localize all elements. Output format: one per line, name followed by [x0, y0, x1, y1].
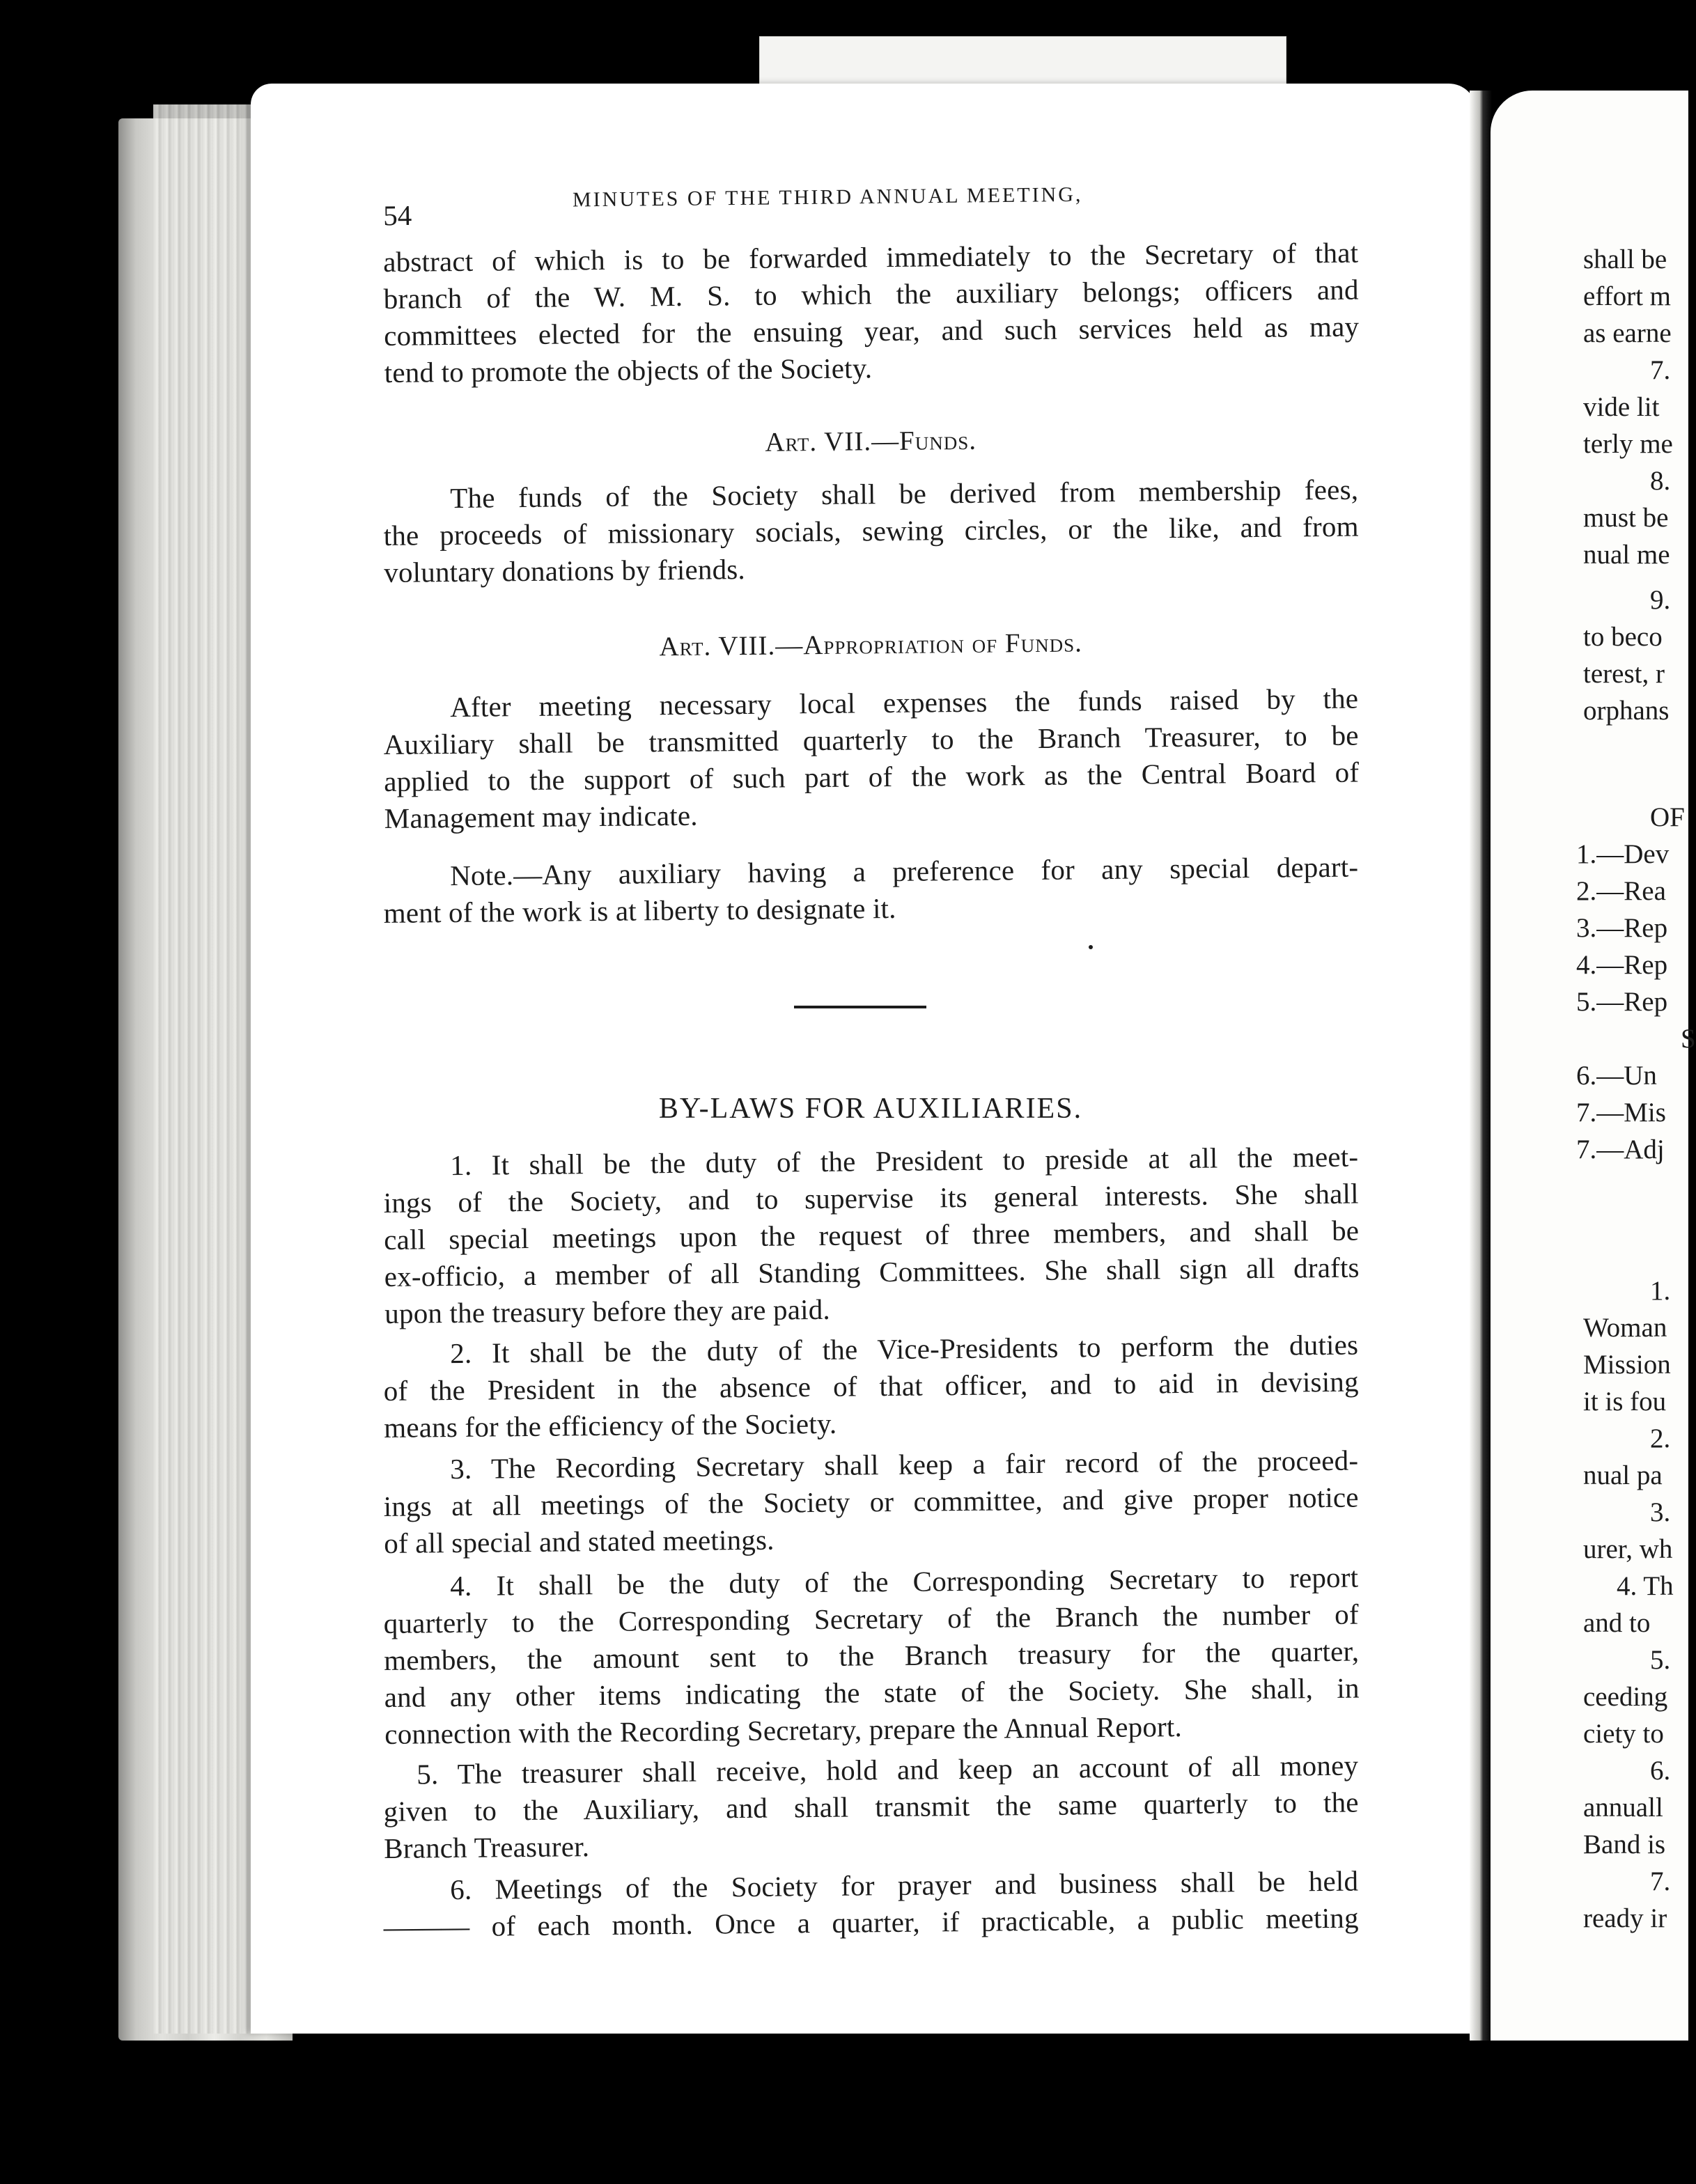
- text-fragment: annuall: [1583, 1793, 1663, 1823]
- text-fragment: 2.: [1650, 1424, 1671, 1453]
- bylaw-5: [383, 1747, 1359, 1867]
- text-line: 6. Meetings of the Society for prayer and business shall be held: [450, 1864, 1359, 1906]
- text-line: branch of the W. M. S. to which the auxiliary belongs; officers and: [383, 273, 1359, 315]
- text-line: ment of the work is at liberty to designate it.: [383, 891, 896, 929]
- text-fragment: 1.: [1650, 1276, 1671, 1306]
- text-fragment: OF: [1650, 802, 1685, 832]
- bylaws-title: BY-LAWS FOR AUXILIARIES.: [658, 1093, 1083, 1125]
- text-fragment: as earne: [1583, 318, 1672, 348]
- bylaw-6: [383, 1863, 1359, 1946]
- text-line: call special meetings upon the request of three members, and shall be: [384, 1214, 1360, 1256]
- text-line: and any other items indicating the state of the Society. She shall, in: [384, 1671, 1360, 1713]
- stray-dot: [1089, 945, 1093, 949]
- text-fragment: Mission: [1583, 1350, 1671, 1380]
- text-fragment: 6.—Un: [1576, 1061, 1657, 1091]
- text-line: ings of the Society, and to supervise its general interests. She shall: [383, 1177, 1359, 1219]
- text-line: 1. It shall be the duty of the President to preside at all the meet-: [450, 1140, 1359, 1182]
- text-line: members, the amount sent to the Branch treasury for the quarter,: [384, 1635, 1360, 1676]
- art-viii-note: [383, 849, 1359, 932]
- text-line: 3. The Recording Secretary shall keep a fair record of the proceed-: [450, 1444, 1359, 1485]
- art-vii-heading: Art. VII.—Funds.: [765, 425, 977, 458]
- text-line: The funds of the Society shall be derived from membership fees,: [450, 473, 1359, 515]
- text-line: means for the efficiency of the Society.: [384, 1407, 837, 1444]
- text-line: abstract of which is to be forwarded immediately to the Secretary of that: [383, 236, 1359, 278]
- text-fragment: 7.: [1650, 355, 1671, 385]
- text-fragment: 2.—Rea: [1576, 876, 1666, 906]
- art-vii-paragraph: [383, 471, 1359, 591]
- bylaw-4: [383, 1559, 1360, 1753]
- text-line: voluntary donations by friends.: [384, 553, 746, 588]
- text-line: of all special and stated meetings.: [384, 1523, 775, 1559]
- text-line: given to the Auxiliary, and shall transmit the same quarterly to the: [383, 1786, 1359, 1827]
- art-viii-heading: Art. VIII.—Appropriation of Funds.: [659, 627, 1083, 662]
- text-fragment: 7.—Mis: [1576, 1098, 1666, 1128]
- text-line: committees elected for the ensuing year, and such services held as may: [384, 310, 1360, 352]
- text-fragment: 1.—Dev: [1576, 839, 1670, 869]
- text-fragment: S: [1681, 1024, 1696, 1054]
- text-line: upon the treasury before they are paid.: [384, 1293, 831, 1329]
- text-fragment: 7.: [1650, 1866, 1671, 1896]
- text-fragment: 4.—Rep: [1576, 950, 1668, 980]
- text-fragment: 3.: [1650, 1497, 1671, 1527]
- book-gutter: [1470, 91, 1492, 2041]
- text-fragment: ceeding: [1583, 1682, 1668, 1712]
- text-fragment: 5.: [1650, 1645, 1671, 1675]
- text-line: quarterly to the Corresponding Secretary of the Branch the number of: [383, 1598, 1359, 1639]
- text-fragment: ready ir: [1583, 1903, 1667, 1933]
- text-fragment: must be: [1583, 503, 1669, 533]
- text-fragment: shall be: [1583, 244, 1667, 274]
- text-fragment: urer, wh: [1583, 1534, 1673, 1564]
- text-line: 5. The treasurer shall receive, hold and keep an account of all money: [417, 1749, 1359, 1791]
- text-fragment: 3.—Rep: [1576, 913, 1668, 943]
- text-fragment: and to: [1583, 1608, 1651, 1638]
- text-line: applied to the support of such part of the work as the Central Board of: [384, 756, 1360, 797]
- text-fragment: 6.: [1650, 1756, 1671, 1786]
- text-line: 4. It shall be the duty of the Corresponding Secretary to report: [450, 1561, 1359, 1602]
- text-fragment: nual pa: [1583, 1460, 1663, 1490]
- right-page-text: [1576, 244, 1696, 1964]
- text-fragment: Woman: [1583, 1313, 1667, 1343]
- text-line: Auxiliary shall be transmitted quarterly to the Branch Treasurer, to be: [383, 719, 1359, 760]
- text-fragment: 7.—Adj: [1576, 1134, 1665, 1164]
- text-fragment: Band is: [1583, 1830, 1666, 1859]
- text-fragment: to beco: [1583, 622, 1663, 652]
- text-fragment: nual me: [1583, 540, 1670, 570]
- text-line: Note.—Any auxiliary having a preference for any special depart-: [450, 850, 1359, 892]
- text-fragment: 8.: [1650, 466, 1671, 496]
- text-line: 2. It shall be the duty of the Vice-Presidents to perform the duties: [450, 1328, 1359, 1370]
- art-viii-paragraph: [383, 680, 1360, 837]
- section-rule: [794, 1006, 926, 1008]
- text-line: connection with the Recording Secretary, prepare the Annual Report.: [384, 1710, 1183, 1750]
- text-fragment: terly me: [1583, 429, 1673, 459]
- intro-paragraph: [383, 235, 1360, 391]
- page-number: 54: [383, 198, 412, 232]
- text-fragment: effort m: [1583, 281, 1671, 311]
- text-line: ings at all meetings of the Society or committee, and give proper notice: [383, 1481, 1359, 1522]
- text-line: tend to promote the objects of the Society.: [384, 352, 873, 389]
- text-line: ——— of each month. Once a quarter, if practicable, a public meeting: [383, 1901, 1359, 1943]
- text-fragment: ciety to: [1583, 1719, 1664, 1749]
- text-line: ex-officio, a member of all Standing Committees. She shall sign all drafts: [384, 1251, 1360, 1293]
- bylaw-2: [383, 1327, 1359, 1446]
- bylaw-3: [383, 1442, 1359, 1562]
- bylaw-1: [383, 1139, 1360, 1332]
- text-fragment: 4. Th: [1617, 1571, 1674, 1601]
- text-line: Branch Treasurer.: [384, 1830, 590, 1864]
- text-fragment: 5.—Rep: [1576, 987, 1668, 1017]
- text-line: the proceeds of missionary socials, sewing circles, or the like, and from: [383, 510, 1359, 552]
- running-head-title: MINUTES OF THE THIRD ANNUAL MEETING,: [572, 182, 1083, 212]
- text-line: of the President in the absence of that officer, and to aid in devising: [383, 1365, 1359, 1407]
- text-fragment: 9.: [1650, 585, 1671, 615]
- text-line: Management may indicate.: [384, 799, 698, 834]
- text-fragment: orphans: [1583, 696, 1670, 726]
- text-line: After meeting necessary local expenses the funds raised by the: [450, 682, 1359, 724]
- text-fragment: vide lit: [1583, 392, 1660, 422]
- text-fragment: it is fou: [1583, 1387, 1667, 1417]
- text-fragment: terest, r: [1583, 659, 1665, 689]
